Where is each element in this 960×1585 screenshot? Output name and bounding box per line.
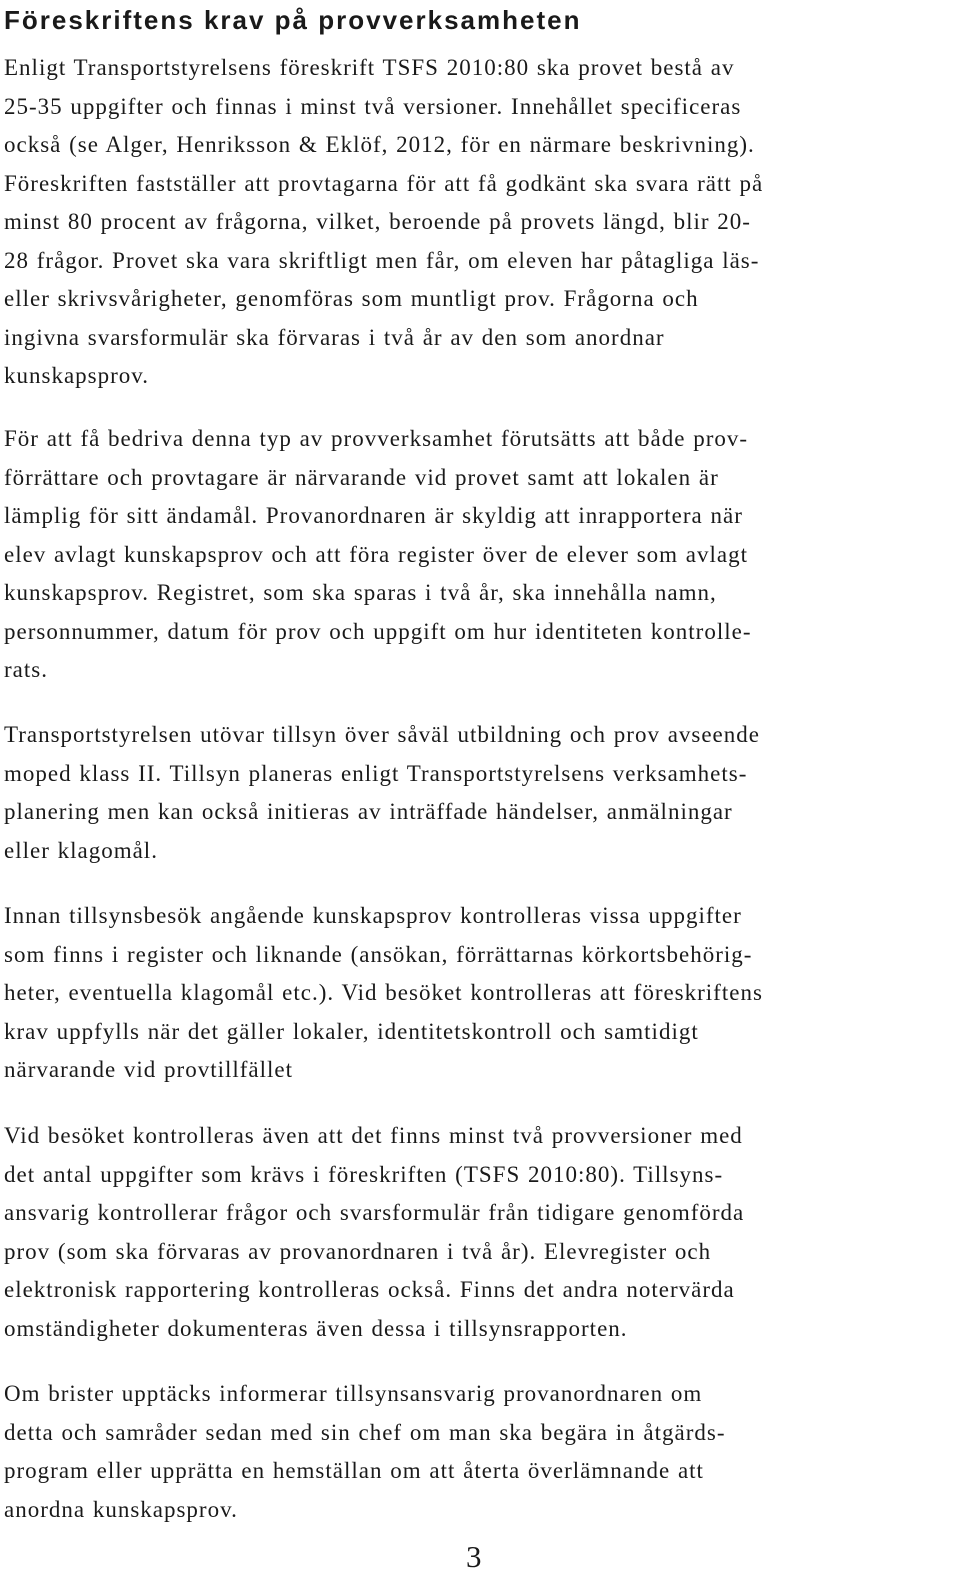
text-line: också (se Alger, Henriksson & Eklöf, 2012, för en närmare beskrivning). — [4, 132, 755, 157]
text-line: personnummer, datum för prov och uppgift om hur identiteten kontrolle- — [4, 618, 752, 644]
paragraph-inspection-visit — [4, 1117, 744, 1348]
text-line: ingivna svarsformulär ska förvaras i två år av den som anordnar — [4, 324, 665, 350]
text-line: Enligt Transportstyrelsens föreskrift TSFS 2010:80 ska provet bestå av — [4, 55, 735, 80]
text-line: rats. — [4, 657, 48, 682]
text-line: elektronisk rapportering kontrolleras också. Finns det andra notervärda — [4, 1277, 735, 1302]
page-number: 3 — [466, 1539, 482, 1574]
paragraph-conduct-requirements — [4, 420, 751, 690]
text-line: program eller upprätta en hemställan om att återta överlämnande att — [4, 1458, 704, 1483]
paragraph-exam-requirements — [4, 49, 763, 396]
text-line: heter, eventuella klagomål etc.). Vid besöket kontrolleras att föreskriftens — [4, 980, 763, 1005]
paragraph-pre-inspection — [4, 897, 763, 1090]
text-line: eller klagomål. — [4, 837, 158, 863]
text-line: krav uppfylls när det gäller lokaler, identitetskontroll och samtidigt — [4, 1018, 699, 1044]
text-line: detta och samråder sedan med sin chef om man ska begära in åtgärds- — [4, 1419, 726, 1445]
text-line: Vid besöket kontrolleras även att det finns minst två provversioner med — [4, 1123, 743, 1148]
text-line: moped klass II. Tillsyn planeras enligt Transportstyrelsens verksamhets- — [4, 760, 748, 786]
text-line: kunskapsprov. — [4, 363, 150, 388]
text-line: som finns i register och liknande (ansökan, förrättarnas körkortsbehörig- — [4, 941, 753, 967]
text-line: omständigheter dokumenteras även dessa i tillsynsrapporten. — [4, 1315, 628, 1341]
text-line: elev avlagt kunskapsprov och att föra register över de elever som avlagt — [4, 541, 749, 567]
text-line: Föreskriften fastställer att provtagarna för att få godkänt ska svara rätt på — [4, 170, 764, 196]
text-line: det antal uppgifter som krävs i föreskriften (TSFS 2010:80). Tillsyns- — [4, 1161, 724, 1187]
text-line: 28 frågor. Provet ska vara skriftligt men får, om eleven har påtagliga läs- — [4, 247, 760, 273]
text-line: förrättare och provtagare är närvarande vid provet samt att lokalen är — [4, 464, 719, 490]
text-line: ansvarig kontrollerar frågor och svarsformulär från tidigare genomförda — [4, 1200, 745, 1225]
text-line: prov (som ska förvaras av provanordnaren i två år). Elevregister och — [4, 1238, 712, 1264]
text-line: lämplig för sitt ändamål. Provanordnaren är skyldig att inrapportera när — [4, 503, 743, 528]
text-line: planering men kan också initieras av inträffade händelser, anmälningar — [4, 799, 733, 824]
text-line: kunskapsprov. Registret, som ska sparas i två år, ska innehålla namn, — [4, 580, 717, 605]
text-line: anordna kunskapsprov. — [4, 1496, 238, 1522]
text-line: minst 80 procent av frågorna, vilket, beroende på provets längd, blir 20- — [4, 209, 751, 234]
text-line: Transportstyrelsen utövar tillsyn över såväl utbildning och prov avseende — [4, 722, 760, 747]
text-line: För att få bedriva denna typ av provverksamhet förutsätts att både prov- — [4, 426, 749, 451]
text-line: närvarande vid provtillfället — [4, 1057, 294, 1082]
text-line: Om brister upptäcks informerar tillsynsansvarig provanordnaren om — [4, 1381, 703, 1406]
paragraph-deficiencies — [4, 1375, 725, 1529]
section-heading: Föreskriftens krav på provverksamheten — [4, 5, 582, 35]
text-line: 25-35 uppgifter och finnas i minst två versioner. Innehållet specificeras — [4, 93, 742, 119]
paragraph-supervision — [4, 716, 760, 870]
text-line: Innan tillsynsbesök angående kunskapsprov kontrolleras vissa uppgifter — [4, 903, 742, 928]
text-line: eller skrivsvårigheter, genomföras som muntligt prov. Frågorna och — [4, 286, 699, 311]
